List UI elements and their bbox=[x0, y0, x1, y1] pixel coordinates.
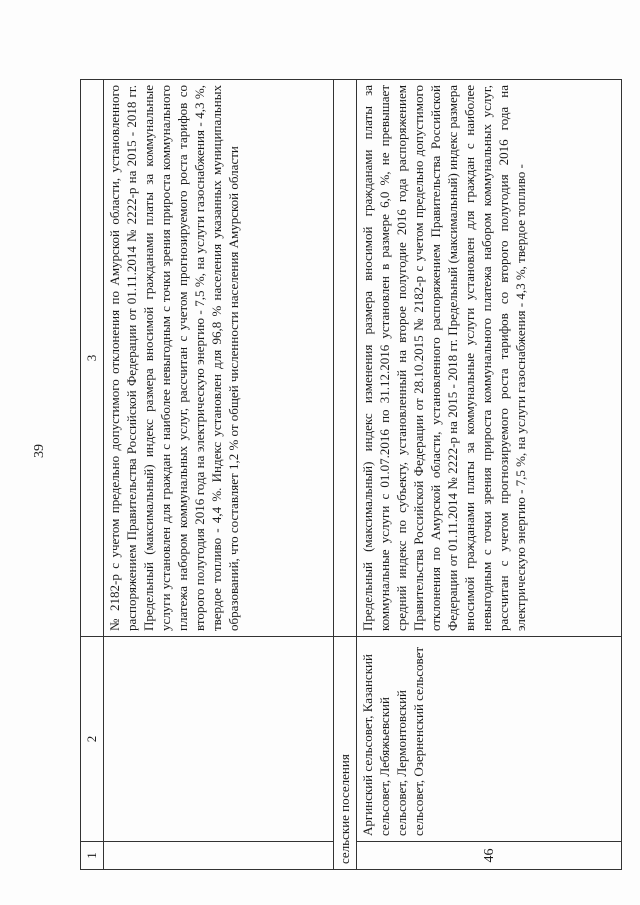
section-row bbox=[334, 80, 357, 870]
continuation-num-cell bbox=[104, 842, 334, 870]
table-row bbox=[357, 80, 622, 870]
continuation-name-cell bbox=[104, 637, 334, 842]
section-title: сельские поселения bbox=[334, 637, 357, 870]
header-cell-1: 1 bbox=[81, 842, 104, 870]
continuation-text-cell: № 2182-р с учетом предельно допустимого отклонения по Амурской области, установленного распоряжением Правительства Российской Федерации от 01.11.2014 № 2222-р на 2015 - 2018 гг. Предельный (максимальный) индекс размера вносимой гражданами платы за коммунальные услуги установлен для граждан с наиболее невыгодным с точки зрения прироста коммунального платежа набором коммунальных услуг, рассчитан с учетом прогнозируемого роста тарифов со второго полугодия 2016 года на электрическую энергию - 7,5 %, на услуги газоснабжения - 4,3 %, твердое топливо - 4,4 %. Индекс установлен для 96,8 % населения указанных муниципальных образований, что составляет 1,2 % от общей численности населения Амурской области bbox=[104, 80, 334, 637]
row-description-text: Предельный (максимальный) индекс изменения размера вносимой гражданами платы за коммунальные услуги с 01.07.2016 по 31.12.2016 установлен в размере 6,0 %, не превышает средний индекс по субъекту, установленный на второе полугодие 2016 года распоряжением Правительства Российской Федерации от 28.10.2015 № 2182-р с учетом предельно допустимого отклонения по Амурской области, установленного распоряжением Правительства Российской Федерации от 01.11.2014 № 2222-р на 2015 - 2018 гг. Предельный (максимальный) индекс размера вносимой гражданами платы за коммунальные услуги установлен для граждан с наиболее невыгодным с точки зрения прироста коммунального платежа набором коммунальных услуг, рассчитан с учетом прогнозируемого роста тарифов со второго полугодия 2016 года на электрическую энергию - 7,5 %, на услуги газоснабжения - 4,3 %, твердое топливо - bbox=[357, 80, 622, 637]
table-header-row bbox=[81, 80, 104, 870]
row-number: 46 bbox=[357, 842, 622, 870]
section-empty-cell bbox=[334, 80, 357, 637]
header-cell-3: 3 bbox=[81, 80, 104, 637]
table-row-continuation bbox=[104, 80, 334, 870]
row-municipality-names: Аргинский сельсовет, Казанский сельсовет, Лебяжьевский сельсовет, Лермонтовский сельсовет, Озерненский сельсовет bbox=[357, 637, 622, 842]
data-table bbox=[80, 79, 622, 870]
page-number: 39 bbox=[32, 444, 47, 458]
header-cell-2: 2 bbox=[81, 637, 104, 842]
rotated-table-container bbox=[80, 80, 610, 870]
